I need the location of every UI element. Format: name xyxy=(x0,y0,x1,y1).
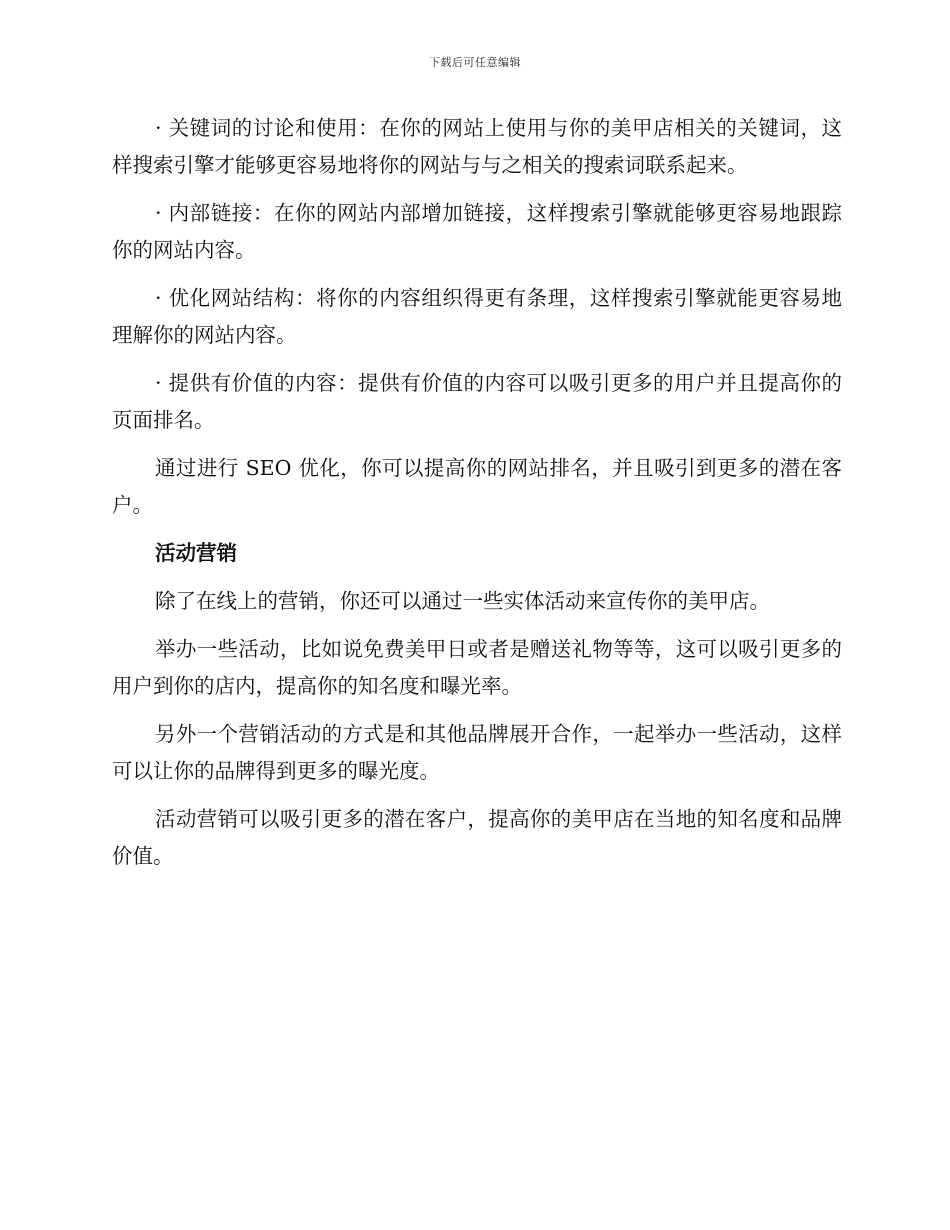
event-summary-paragraph: 活动营销可以吸引更多的潜在客户，提高你的美甲店在当地的知名度和品牌价值。 xyxy=(112,807,842,868)
section-heading-event-marketing: 活动营销 xyxy=(155,541,237,565)
document-body xyxy=(112,110,842,886)
bullet-site-structure: · 优化网站结构：将你的内容组织得更有条理，这样搜索引擎就能更容易地理解你的网站内容。 xyxy=(112,286,842,347)
page-header: 下载后可任意编辑 xyxy=(429,56,521,69)
event-examples-paragraph: 举办一些活动，比如说免费美甲日或者是赠送礼物等等，这可以吸引更多的用户到你的店内，提高你的知名度和曝光率。 xyxy=(112,637,842,698)
seo-summary-paragraph: 通过进行 SEO 优化，你可以提高你的网站排名，并且吸引到更多的潜在客户。 xyxy=(112,456,842,517)
bullet-internal-links: · 内部链接：在你的网站内部增加链接，这样搜索引擎就能够更容易地跟踪你的网站内容。 xyxy=(112,201,842,262)
event-collaboration-paragraph: 另外一个营销活动的方式是和其他品牌展开合作，一起举办一些活动，这样可以让你的品牌得到更多的曝光度。 xyxy=(112,722,842,783)
bullet-valuable-content: · 提供有价值的内容：提供有价值的内容可以吸引更多的用户并且提高你的页面排名。 xyxy=(112,371,842,432)
bullet-keywords: · 关键词的讨论和使用：在你的网站上使用与你的美甲店相关的关键词，这样搜索引擎才能够更容易地将你的网站与与之相关的搜索词联系起来。 xyxy=(112,116,842,177)
event-intro-paragraph: 除了在线上的营销，你还可以通过一些实体活动来宣传你的美甲店。 xyxy=(155,589,770,613)
